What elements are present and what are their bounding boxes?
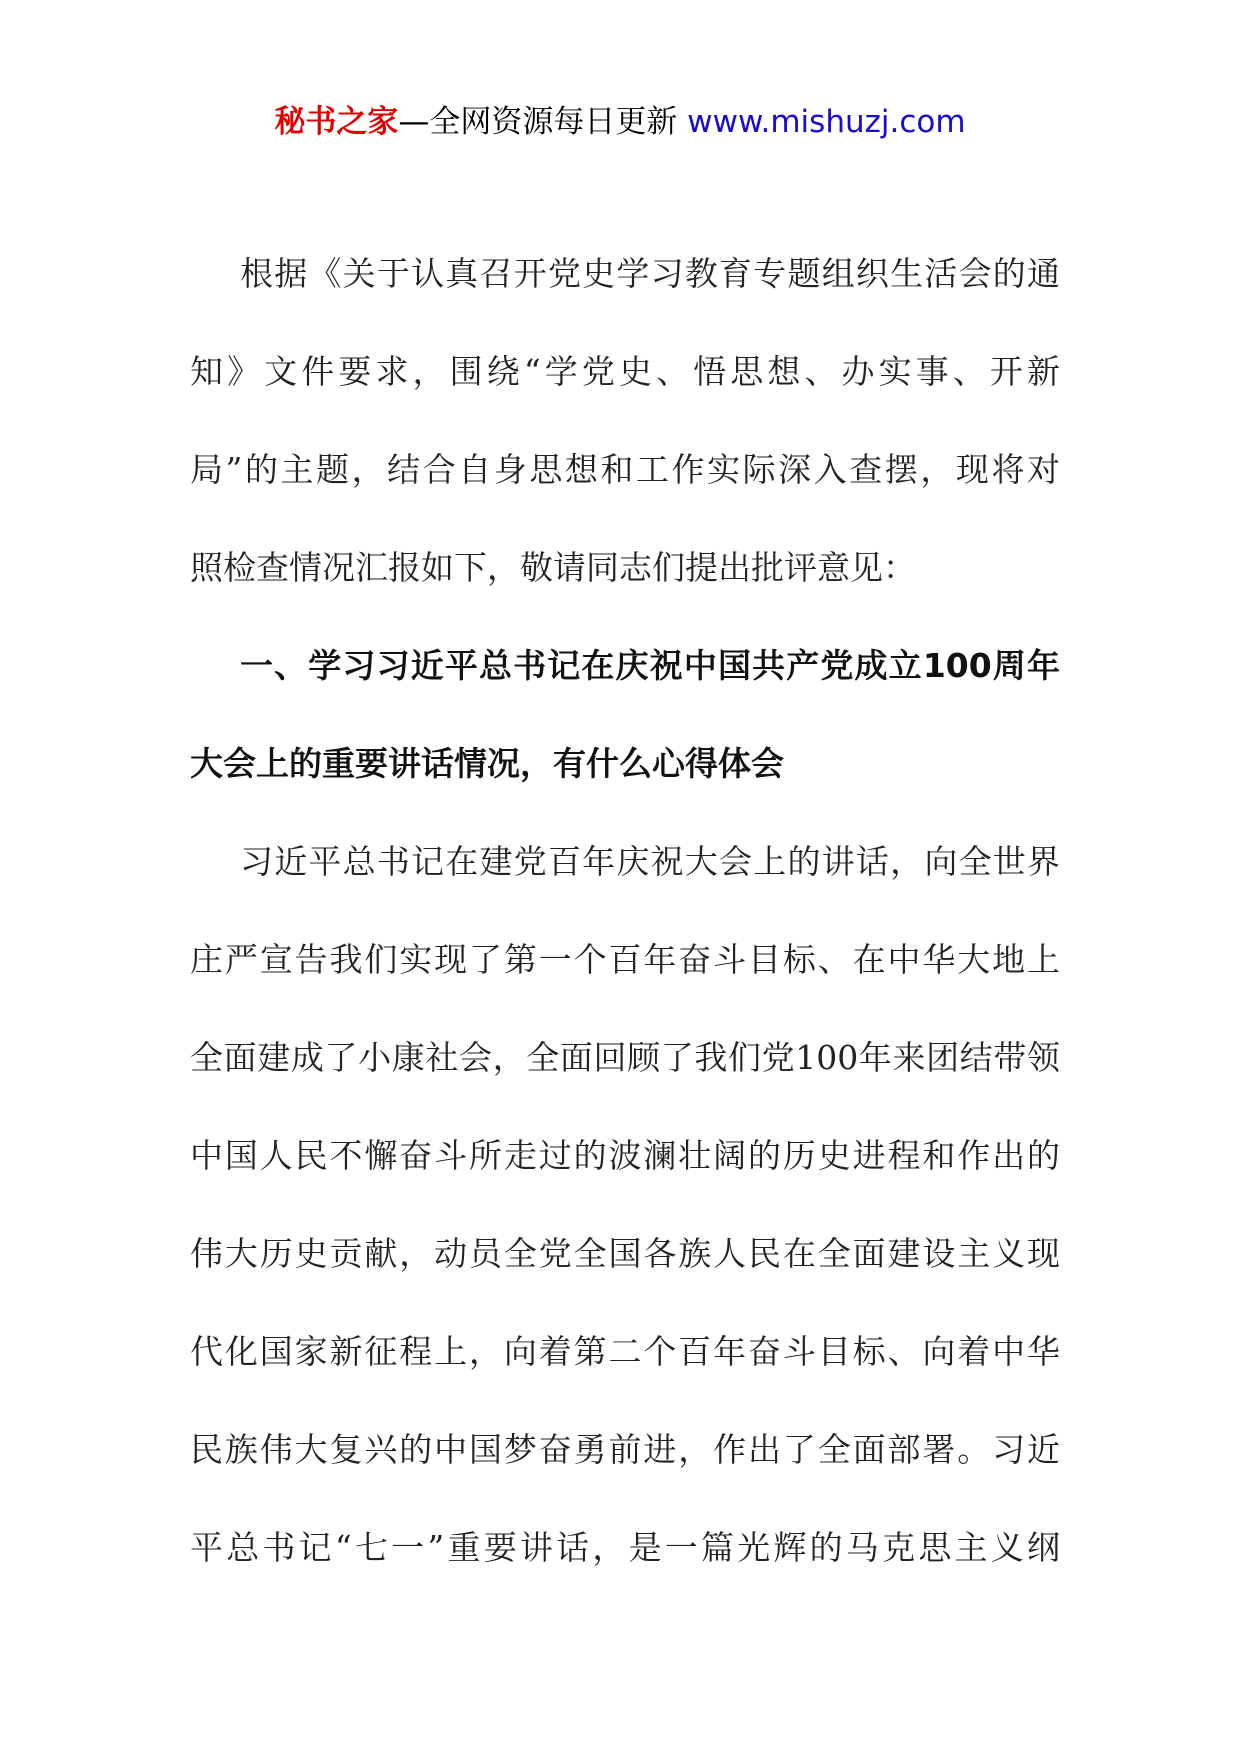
paragraph-2-line-5: 伟大历史贡献，动员全党全国各族人民在全面建设主义现 <box>190 1234 1060 1273</box>
paragraph-2-line-8: 平总书记“七一”重要讲话，是一篇光辉的马克思主义纲 <box>190 1528 1060 1567</box>
brand-name: 秘书之家 <box>274 104 399 140</box>
header-slogan: —全网资源每日更新 <box>398 104 678 140</box>
paragraph-2-line-6: 代化国家新征程上，向着第二个百年奋斗目标、向着中华 <box>190 1332 1060 1371</box>
document-body <box>190 225 1060 1597</box>
paragraph-2-line-7: 民族伟大复兴的中国梦奋勇前进，作出了全面部署。习近 <box>190 1430 1060 1469</box>
paragraph-2-line-2: 庄严宣告我们实现了第一个百年奋斗目标、在中华大地上 <box>190 940 1060 979</box>
paragraph-2-line-3: 全面建成了小康社会，全面回顾了我们党100年来团结带领 <box>190 1038 1060 1077</box>
site-header <box>0 100 1240 144</box>
paragraph-1-line-4: 照检查情况汇报如下，敬请同志们提出批评意见： <box>190 548 916 587</box>
section-heading-line-2: 大会上的重要讲话情况，有什么心得体会 <box>190 744 784 783</box>
site-url-link[interactable]: www.mishuzj.com <box>687 104 966 140</box>
paragraph-1-line-1: 根据《关于认真召开党史学习教育专题组织生活会的通 <box>240 254 1060 293</box>
section-heading-line-1: 一、学习习近平总书记在庆祝中国共产党成立100周年 <box>240 646 1060 685</box>
paragraph-1-line-3: 局”的主题，结合自身思想和工作实际深入查摆，现将对 <box>190 450 1060 489</box>
paragraph-1-line-2: 知》文件要求，围绕“学党史、悟思想、办实事、开新 <box>190 352 1060 391</box>
paragraph-2-line-4: 中国人民不懈奋斗所走过的波澜壮阔的历史进程和作出的 <box>190 1136 1060 1175</box>
paragraph-2-line-1: 习近平总书记在建党百年庆祝大会上的讲话，向全世界 <box>240 842 1060 881</box>
